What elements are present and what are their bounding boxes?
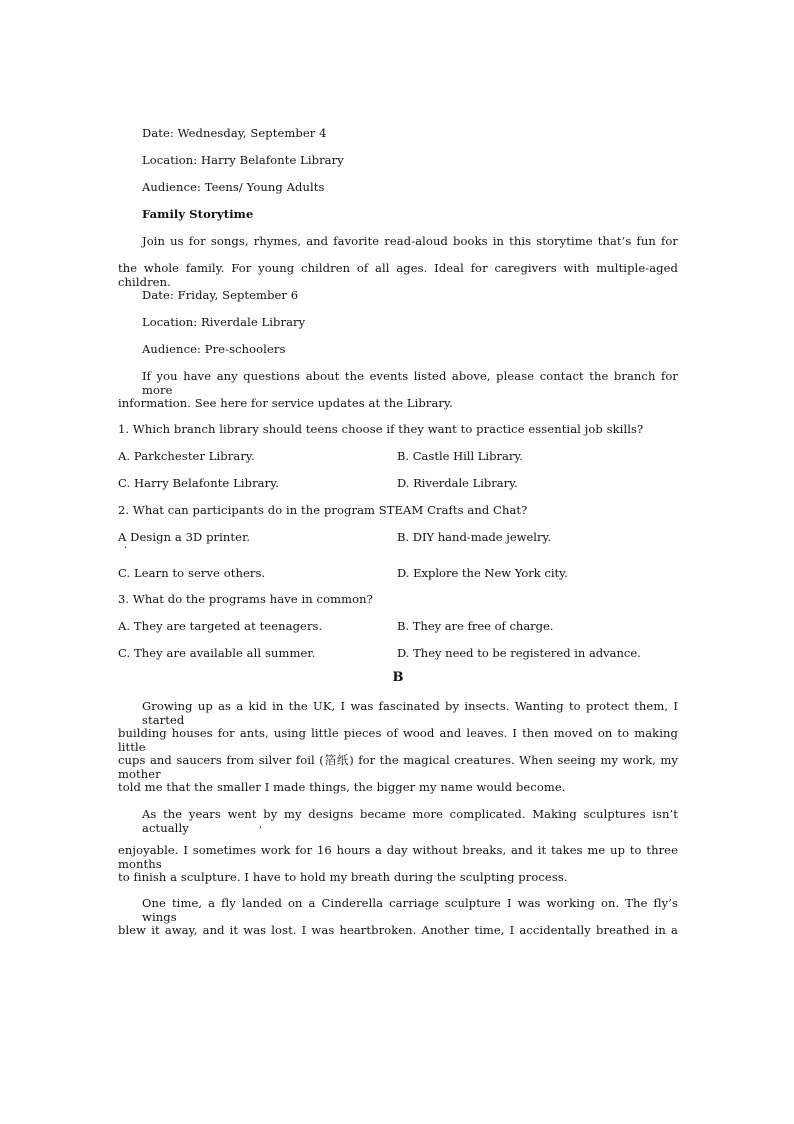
question1-option-d: D. Riverdale Library.	[397, 476, 518, 490]
question2-stem: 2. What can participants do in the program STEAM Crafts and Chat?	[118, 503, 528, 517]
question2-option-b: B. DIY hand-made jewelry.	[397, 530, 552, 544]
event2-date: Date: Friday, September 6	[142, 288, 299, 302]
question1-option-b: B. Castle Hill Library.	[397, 449, 523, 463]
passage-p2-line3: to finish a sculpture. I have to hold my breath during the sculpting process.	[118, 870, 568, 884]
passage-p3-line1: One time, a fly landed on a Cinderella carriage sculpture I was working on. The fly’s wings	[142, 896, 678, 924]
event1-audience: Audience: Teens/ Young Adults	[142, 180, 325, 194]
question3-option-b: B. They are free of charge.	[397, 619, 554, 633]
event2-desc-line2: the whole family. For young children of all ages. Ideal for caregivers with multiple-aged children.	[118, 261, 678, 289]
question2-option-c: C. Learn to serve others.	[118, 566, 266, 580]
passage-p1-line1: Growing up as a kid in the UK, I was fascinated by insects. Wanting to protect them, I started	[142, 699, 678, 727]
question2-option-d: D. Explore the New York city.	[397, 566, 568, 580]
question1-option-c: C. Harry Belafonte Library.	[118, 476, 280, 490]
passage-p2-line1: As the years went by my designs became more complicated. Making sculptures isn’t actually	[142, 807, 678, 835]
stray-comma-mark: ,	[259, 819, 263, 830]
passage-p1-line2: building houses for ants, using little pieces of wood and leaves. I then moved on to making little	[118, 726, 678, 754]
passage-p1-line4: told me that the smaller I made things, the bigger my name would become.	[118, 780, 566, 794]
question2-option-a: A Design a 3D printer.	[118, 530, 251, 544]
question1-stem: 1. Which branch library should teens choose if they want to practice essential job skills?	[118, 422, 644, 436]
notice-line2: information. See here for service updates at the Library.	[118, 396, 453, 410]
passage-p3-line2: blew it away, and it was lost. I was heartbroken. Another time, I accidentally breathed in a	[118, 923, 678, 937]
event1-date: Date: Wednesday, September 4	[142, 126, 327, 140]
question3-option-a: A. They are targeted at teenagers.	[118, 619, 323, 633]
question3-stem: 3. What do the programs have in common?	[118, 592, 373, 606]
question3-option-c: C. They are available all summer.	[118, 646, 316, 660]
question1-option-a: A. Parkchester Library.	[118, 449, 255, 463]
passage-p2-line2: enjoyable. I sometimes work for 16 hours a day without breaks, and it takes me up to three months	[118, 843, 678, 871]
event1-location: Location: Harry Belafonte Library	[142, 153, 344, 167]
section-b-heading: B	[392, 670, 404, 685]
event2-desc-line1: Join us for songs, rhymes, and favorite read-aloud books in this storytime that’s fun for	[142, 234, 678, 248]
event2-title: Family Storytime	[142, 207, 254, 221]
question3-option-d: D. They need to be registered in advance.	[397, 646, 641, 660]
notice-line1: If you have any questions about the events listed above, please contact the branch for more	[142, 369, 678, 397]
stray-dot-mark: ·	[124, 543, 128, 554]
event2-location: Location: Riverdale Library	[142, 315, 306, 329]
event2-audience: Audience: Pre-schoolers	[142, 342, 286, 356]
passage-p1-line3: cups and saucers from silver foil (箔纸) for the magical creatures. When seeing my work, my mother	[118, 753, 678, 781]
